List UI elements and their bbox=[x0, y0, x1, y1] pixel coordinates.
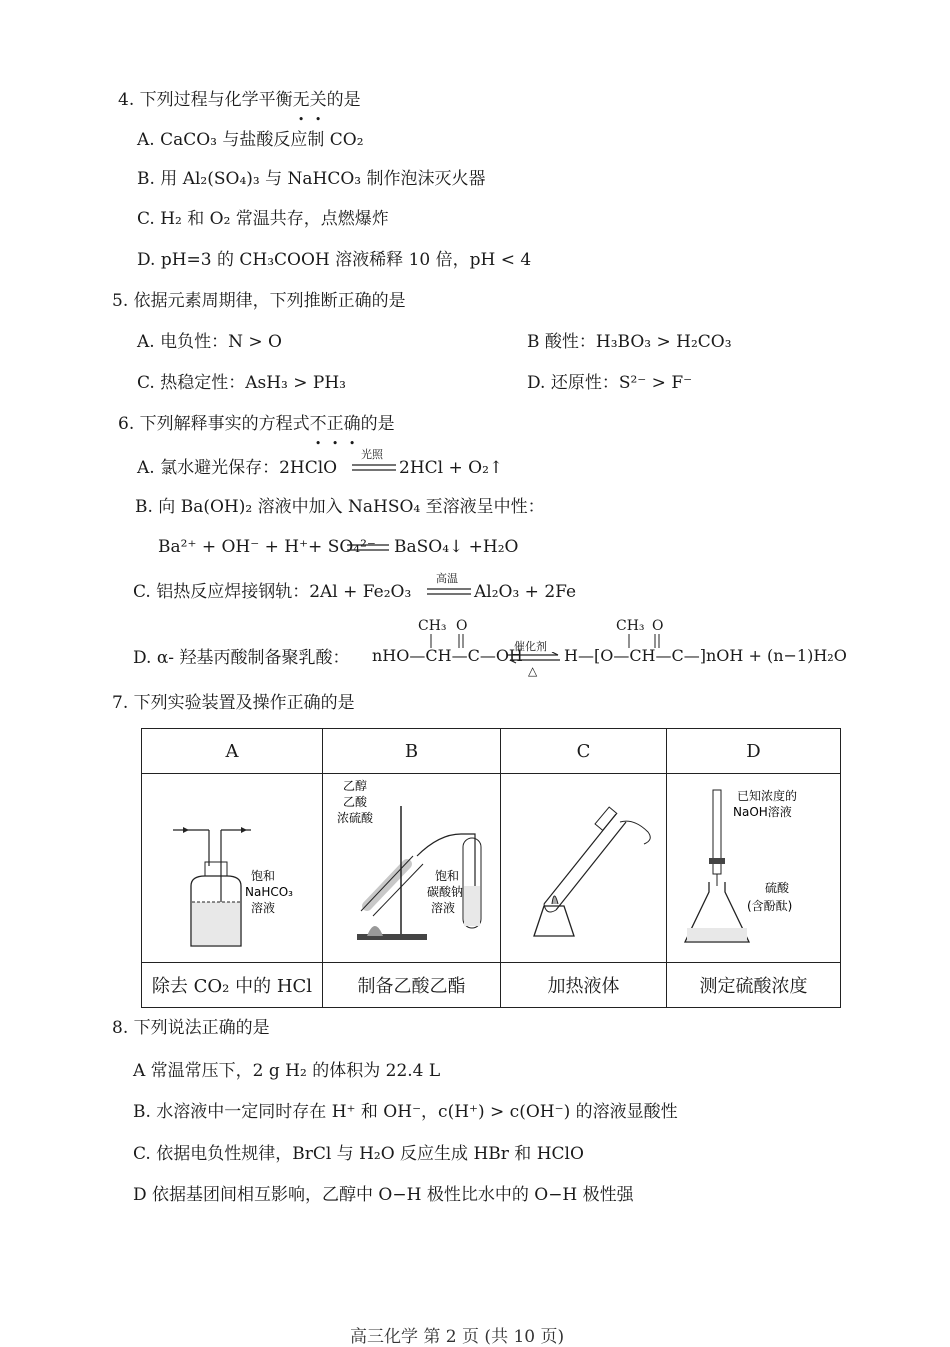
q6-d-product: H—[O—CH—C—]nOH + (n−1)H₂O bbox=[564, 646, 847, 665]
fig-b-left-2: 乙酸 bbox=[342, 794, 367, 809]
equals-sign-icon bbox=[427, 586, 471, 598]
fig-b-right-3: 溶液 bbox=[430, 900, 455, 915]
q4-option-d: D. pH=3 的 CH₃COOH 溶液稀释 10 倍，pH < 4 bbox=[137, 250, 532, 270]
q6-a-condition: 光照 bbox=[361, 448, 383, 461]
q6-c-condition: 高温 bbox=[436, 572, 458, 585]
header-b: B bbox=[323, 729, 501, 774]
q5-stem: 5. 依据元素周期律，下列推断正确的是 bbox=[112, 291, 406, 311]
header-d: D bbox=[667, 729, 841, 774]
q6-d-ch3: CH₃ bbox=[418, 618, 447, 634]
experiment-table bbox=[141, 728, 841, 1008]
q5-option-c: C. 热稳定性：AsH₃ > PH₃ bbox=[137, 373, 346, 393]
fig-b-left-3: 浓硫酸 bbox=[336, 810, 373, 825]
q6-option-b-right: BaSO₄↓ +H₂O bbox=[394, 537, 519, 557]
fig-a-label-2: NaHCO₃ bbox=[245, 884, 293, 899]
caption-d: 测定硫酸浓度 bbox=[667, 963, 841, 1008]
q5-option-d: D. 还原性：S²⁻ > F⁻ bbox=[527, 373, 693, 393]
q6-option-c-right: Al₂O₃ + 2Fe bbox=[474, 582, 577, 602]
q4-option-c: C. H₂ 和 O₂ 常温共存，点燃爆炸 bbox=[137, 209, 389, 229]
q6-stem: 6. 下列解释事实的方程式不正确的是 bbox=[118, 414, 395, 434]
q6-option-c-left: C. 铝热反应焊接钢轨：2Al + Fe₂O₃ bbox=[133, 582, 412, 602]
emphasis-char: 关 bbox=[309, 90, 327, 110]
fig-d-top-1: 已知浓度的 bbox=[736, 788, 797, 803]
caption-c: 加热液体 bbox=[501, 963, 667, 1008]
fig-d-bottom-1: 硫酸 bbox=[764, 880, 789, 895]
equals-sign-icon bbox=[352, 462, 396, 474]
q6-d-catalyst: 催化剂 bbox=[514, 640, 547, 653]
fig-d-bottom-2: (含酚酞) bbox=[746, 898, 792, 913]
heating-test-tube-icon bbox=[504, 776, 664, 956]
fig-b-left-1: 乙醇 bbox=[342, 778, 367, 793]
q8-option-d: D 依据基团间相互影响，乙醇中 O−H 极性比水中的 O−H 极性强 bbox=[133, 1185, 634, 1205]
bond-lines bbox=[618, 634, 678, 648]
q4-stem: 4. 下列过程与化学平衡无关的是 bbox=[118, 90, 361, 110]
caption-a: 除去 CO₂ 中的 HCl bbox=[142, 963, 323, 1008]
q8-option-a: A 常温常压下，2 g H₂ 的体积为 22.4 L bbox=[133, 1061, 441, 1081]
fig-d-top-2: NaOH溶液 bbox=[732, 804, 792, 819]
fig-b-right-1: 饱和 bbox=[434, 868, 459, 883]
gas-washing-bottle-icon bbox=[147, 776, 317, 956]
q6-d-heat: △ bbox=[528, 664, 538, 678]
q6-d-oxygen: O bbox=[456, 618, 468, 634]
emphasis-char: 确 bbox=[343, 414, 361, 434]
fig-a-label-1: 饱和 bbox=[251, 868, 276, 883]
equals-sign-icon bbox=[347, 542, 389, 554]
q6-d-ch3-product: CH₃ bbox=[616, 618, 645, 634]
figure-a bbox=[142, 774, 323, 963]
page-footer: 高三化学 第 2 页 (共 10 页) bbox=[350, 1327, 565, 1347]
q6-option-b-left: Ba²⁺ + OH⁻ + H⁺+ SO₄²⁻ bbox=[158, 537, 376, 557]
fig-b-right-2: 碳酸钠 bbox=[426, 884, 463, 899]
header-c: C bbox=[501, 729, 667, 774]
q6-d-oxygen-product: O bbox=[652, 618, 664, 634]
bond-lines bbox=[420, 634, 480, 648]
caption-b: 制备乙酸乙酯 bbox=[323, 963, 501, 1008]
titration-icon bbox=[669, 776, 839, 956]
q4-option-b: B. 用 Al₂(SO₄)₃ 与 NaHCO₃ 制作泡沫灭火器 bbox=[137, 169, 486, 189]
emphasis-char: 无 bbox=[292, 90, 310, 110]
q6-option-a-left: A. 氯水避光保存：2HClO bbox=[137, 458, 338, 478]
figure-b bbox=[323, 774, 501, 963]
q5-option-a: A. 电负性：N > O bbox=[137, 332, 282, 352]
emphasis-char: 不 bbox=[309, 414, 327, 434]
header-a: A bbox=[142, 729, 323, 774]
q6-option-d-label: D. α- 羟基丙酸制备聚乳酸： bbox=[133, 648, 350, 668]
q7-stem: 7. 下列实验装置及操作正确的是 bbox=[112, 693, 355, 713]
q8-stem: 8. 下列说法正确的是 bbox=[112, 1018, 270, 1038]
q6-option-a-right: 2HCl + O₂↑ bbox=[399, 458, 504, 478]
fig-a-label-3: 溶液 bbox=[251, 900, 276, 915]
q4-option-a: A. CaCO₃ 与盐酸反应制 CO₂ bbox=[137, 130, 364, 150]
equilibrium-arrow-icon bbox=[508, 652, 560, 664]
q8-option-b: B. 水溶液中一定同时存在 H⁺ 和 OH⁻，c(H⁺) > c(OH⁻) 的溶液显酸性 bbox=[133, 1102, 678, 1122]
q5-option-b: B 酸性：H₃BO₃ > H₂CO₃ bbox=[527, 332, 732, 352]
figure-c bbox=[501, 774, 667, 963]
ester-apparatus-icon bbox=[327, 776, 497, 956]
emphasis-char: 正 bbox=[326, 414, 344, 434]
q8-option-c: C. 依据电负性规律，BrCl 与 H₂O 反应生成 HBr 和 HClO bbox=[133, 1144, 584, 1164]
figure-d bbox=[667, 774, 841, 963]
q6-option-b-line1: B. 向 Ba(OH)₂ 溶液中加入 NaHSO₄ 至溶液呈中性： bbox=[135, 497, 545, 517]
q6-d-reactant: nHO—CH—C—OH bbox=[372, 646, 523, 665]
